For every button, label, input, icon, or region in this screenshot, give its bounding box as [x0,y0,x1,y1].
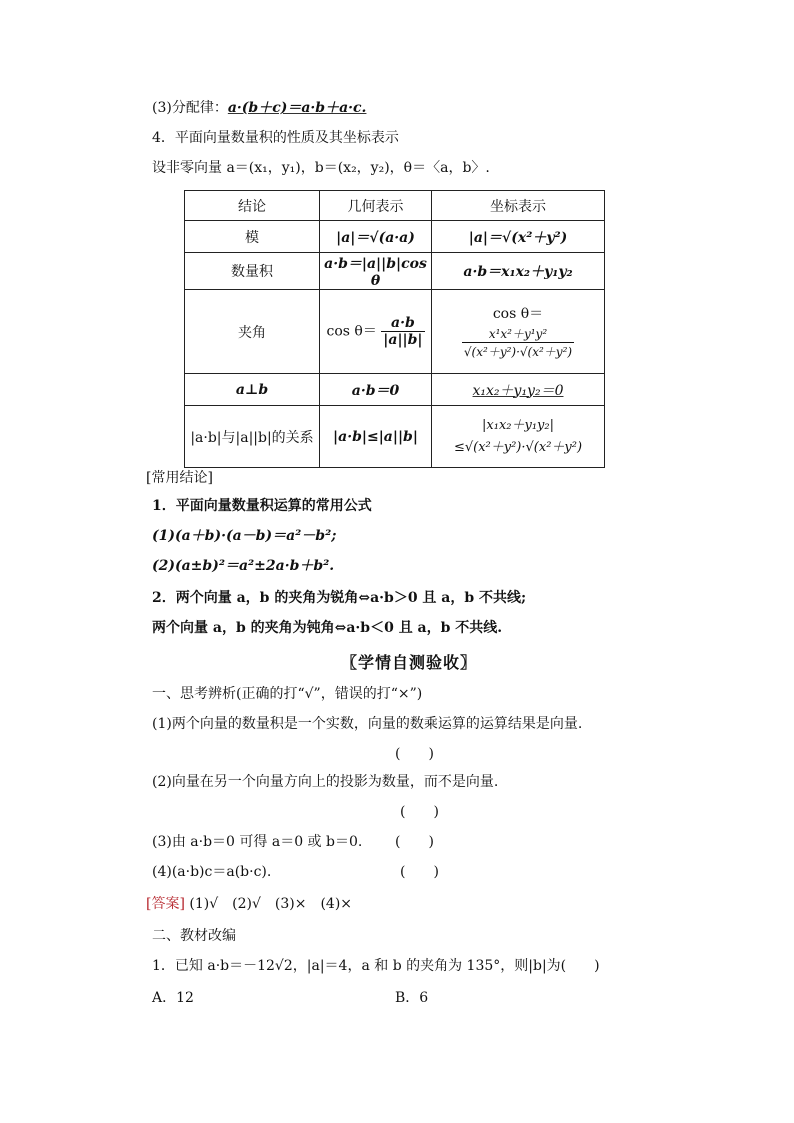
option-b[interactable]: B．6 [395,990,429,1006]
angle-coord-top: cos θ＝ [492,306,544,322]
row-label: 数量积 [185,253,320,290]
header-coordinate: 坐标表示 [432,191,605,221]
question-4: (4)(a·b)c＝a(b·c). [152,864,272,880]
common-item1-title: 1．平面向量数量积运算的常用公式 [152,498,372,514]
dot-geometric: a·b＝|a||b|cos θ [320,253,432,290]
header-conclusion: 结论 [185,191,320,221]
row-label: |a·b|与|a||b|的关系 [185,406,320,468]
answer-line [146,894,352,914]
part2-title: 二、教材改编 [152,928,236,944]
inequality-coordinate [432,406,605,468]
left-bracket-icon: 〖 [341,653,359,672]
question-3: (3)由 a·b＝0 可得 a＝0 或 b＝0. [152,834,363,850]
distributive-formula: a·(b＋c)＝a·b＋a·c. [227,100,367,116]
row-label: 模 [185,221,320,253]
nonzero-vectors-line: 设非零向量 a＝(x₁，y₁)，b＝(x₂，y₂)，θ＝〈a，b〉. [152,160,490,176]
dot-coordinate: a·b＝x₁x₂＋y₁y₂ [432,253,605,290]
self-test-heading-text: 学情自测验收 [358,653,461,672]
problem-1: 1．已知 a·b＝－12√2，|a|＝4，a 和 b 的夹角为 135°，则|b|为( ) [152,958,600,974]
fraction-numerator: x¹x²＋y¹y² [462,325,574,343]
angle-coord-fraction [462,325,574,360]
self-test-heading [341,650,477,673]
question-4-blank[interactable]: ( ) [400,864,439,880]
row-label: 夹角 [185,290,320,374]
inequality-coord-bottom: ≤√(x²＋y²)·√(x²＋y²) [453,439,583,455]
option-a[interactable]: A．12 [152,990,194,1006]
modulus-geometric: |a|＝√(a·a) [320,221,432,253]
common-formula2: (2)(a±b)²＝a²±2a·b＋b². [152,558,335,574]
section4-title: 4．平面向量数量积的性质及其坐标表示 [152,130,399,146]
inequality-geometric: |a·b|≤|a||b| [320,406,432,468]
row-label: a⊥b [185,374,320,406]
answer-tag: [答案] [146,896,185,912]
table-row-perpendicular [185,374,605,406]
question-1-blank[interactable]: ( ) [395,746,434,762]
distributive-law-line [152,98,366,118]
perp-geometric: a·b＝0 [320,374,432,406]
question-3-blank[interactable]: ( ) [395,834,434,850]
fraction-numerator: a·b [381,315,424,332]
fraction-denominator: √(x²＋y²)·√(x²＋y²) [463,345,573,359]
angle-coordinate [432,290,605,374]
question-2: (2)向量在另一个向量方向上的投影为数量，而不是向量. [152,774,499,790]
perp-coordinate: x₁x₂＋y₁y₂＝0 [432,374,605,406]
properties-table [184,190,605,468]
right-bracket-icon: 〗 [460,653,478,672]
answer-text: (1)√ (2)√ (3)× (4)× [189,896,353,912]
common-item2b: 两个向量 a，b 的夹角为钝角⇔a·b＜0 且 a，b 不共线. [152,620,503,636]
table-row-inequality [185,406,605,468]
common-formula1: (1)(a＋b)·(a－b)＝a²－b²; [152,528,337,544]
table-row-angle [185,290,605,374]
angle-geo-prefix: cos θ＝ [326,323,377,340]
inequality-coord-top: |x₁x₂＋y₁y₂| [482,417,554,433]
question-1: (1)两个向量的数量积是一个实数，向量的数乘运算的运算结果是向量. [152,716,583,732]
header-geometric: 几何表示 [320,191,432,221]
part1-title: 一、思考辨析(正确的打“√”，错误的打“×”) [152,686,423,702]
modulus-coordinate: |a|＝√(x²＋y²) [432,221,605,253]
question-2-blank[interactable]: ( ) [400,804,439,820]
common-item2a: 2．两个向量 a，b 的夹角为锐角⇔a·b＞0 且 a，b 不共线; [152,590,527,606]
table-row-dot-product [185,253,605,290]
distributive-label: (3)分配律： [152,100,228,116]
table-header-row [185,191,605,221]
common-conclusion-tag: [常用结论] [146,470,213,486]
fraction-denominator: |a||b| [383,332,423,348]
angle-geo-fraction [381,315,424,348]
table-row-modulus [185,221,605,253]
angle-geometric [320,290,432,374]
